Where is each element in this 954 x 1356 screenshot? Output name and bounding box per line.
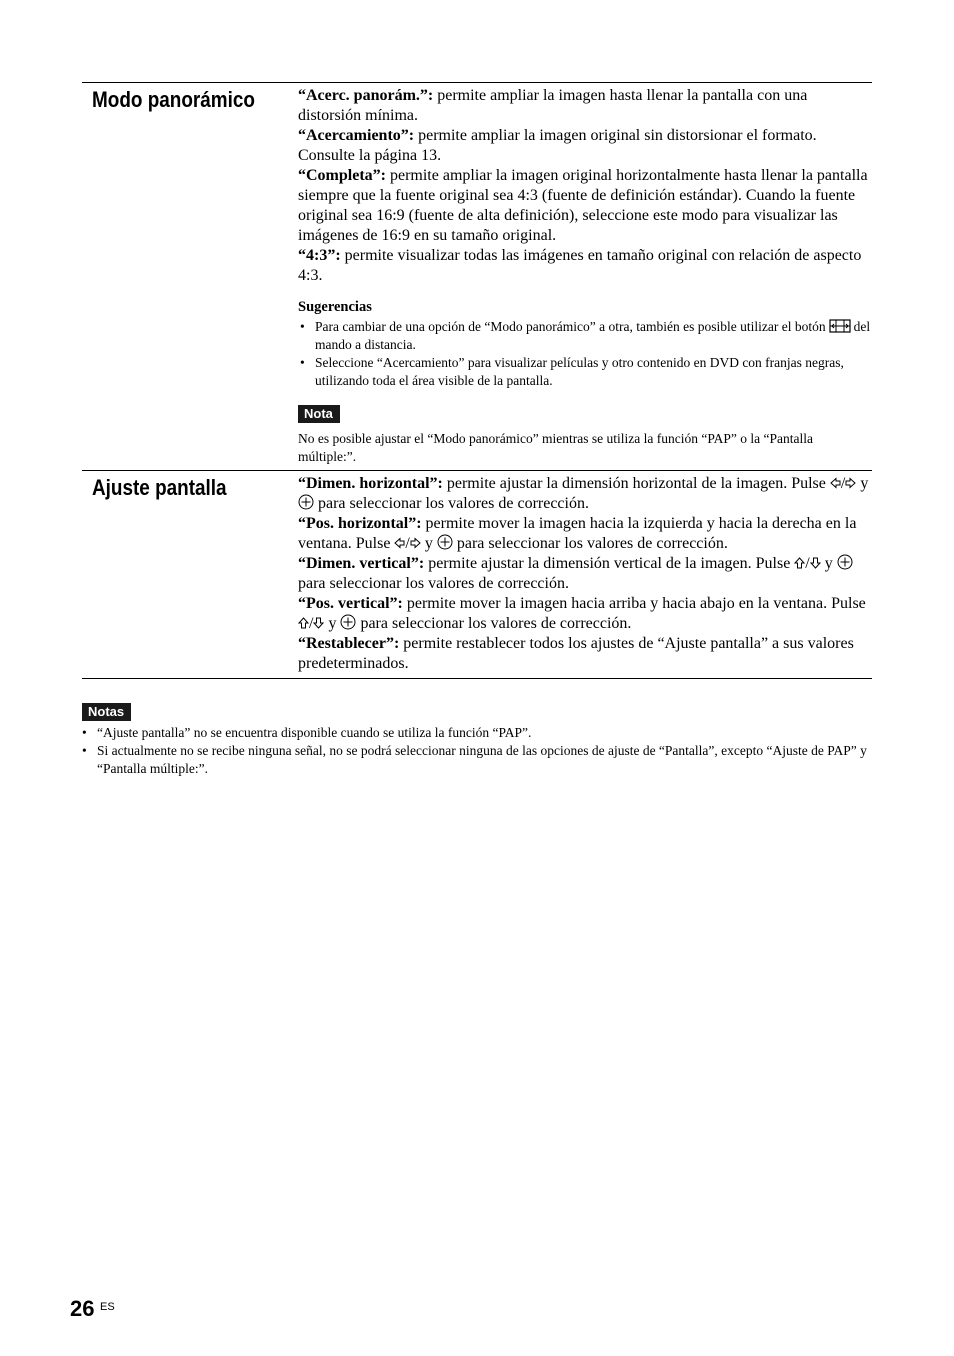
option-description: y xyxy=(420,535,437,552)
down-arrow-icon xyxy=(313,617,324,629)
option-description: permite ampliar la imagen original sin distorsionar el formato. Consulte la página 13. xyxy=(298,127,817,164)
option-restablecer xyxy=(298,634,872,674)
option-description: permite mover la imagen hacia la izquierda y hacia la derecha en la ventana. Pulse xyxy=(298,515,857,552)
tips-heading: Sugerencias xyxy=(298,299,372,315)
option-description: permite visualizar todas las imágenes en tamaño original con relación de aspecto 4:3. xyxy=(298,247,862,284)
option-description: permite ajustar la dimensión vertical de la imagen. Pulse xyxy=(424,555,795,572)
notes-badge: Notas xyxy=(82,703,131,721)
option-dimen-horizontal: “Dimen. horizontal”: permite ajustar la dimensión horizontal de la imagen. Pulse / y para seleccionar los valores de corrección. xyxy=(298,475,869,512)
left-arrow-icon xyxy=(830,477,841,489)
list-item xyxy=(298,354,872,390)
left-arrow-icon xyxy=(394,537,405,549)
option-description: permite ajustar la dimensión horizontal de la imagen. Pulse xyxy=(442,475,830,492)
option-description: y xyxy=(820,555,837,572)
list-item: • “Ajuste pantalla” no se encuentra disponible cuando se utiliza la función “PAP”. xyxy=(82,724,872,742)
option-description: permite ampliar la imagen hasta llenar la pantalla con una distorsión mínima. xyxy=(298,87,808,124)
option-description: y xyxy=(324,615,341,632)
option-label: “Acercamiento”: xyxy=(298,127,415,144)
tips-list xyxy=(298,318,872,390)
option-label: “Dimen. horizontal”: xyxy=(298,475,443,492)
right-arrow-icon xyxy=(845,477,856,489)
option-description: permite restablecer todos los ajustes de “Ajuste pantalla” a sus valores predeterminados. xyxy=(298,635,854,672)
option-description: para seleccionar los valores de corrección. xyxy=(452,535,728,552)
settings-table xyxy=(82,82,872,679)
option-description: permite mover la imagen hacia arriba y hacia abajo en la ventana. Pulse xyxy=(402,595,866,612)
page-language: ES xyxy=(100,1301,115,1313)
section-title-ajuste-pantalla: Ajuste pantalla xyxy=(92,475,227,500)
tip-text: del mando a distancia. xyxy=(315,319,871,352)
tip-text: Para cambiar de una opción de “Modo panorámico” a otra, también es posible utilizar el botón xyxy=(315,319,826,334)
option-completa xyxy=(298,166,872,246)
option-description: para seleccionar los valores de corrección. xyxy=(314,495,589,512)
row-body xyxy=(298,471,872,678)
wide-mode-icon xyxy=(829,319,851,333)
option-4-3 xyxy=(298,246,872,286)
option-label: “Completa”: xyxy=(298,167,386,184)
page-number: 26 xyxy=(70,1296,95,1321)
row-header xyxy=(82,471,298,678)
down-arrow-icon xyxy=(810,557,821,569)
row-body xyxy=(298,83,872,470)
option-pos-vertical: “Pos. vertical”: permite mover la imagen hacia arriba y hacia abajo en la ventana. Pulse / y para seleccionar los valores de corrección. xyxy=(298,595,866,632)
note-badge: Nota xyxy=(298,405,340,423)
up-arrow-icon xyxy=(298,617,309,629)
option-description: para seleccionar los valores de corrección. xyxy=(298,575,569,592)
option-label: “Acerc. panorám.”: xyxy=(298,87,434,104)
row-ajuste-pantalla xyxy=(82,470,872,679)
circle-plus-icon xyxy=(340,614,356,630)
option-dimen-vertical: “Dimen. vertical”: permite ajustar la dimensión vertical de la imagen. Pulse / y para seleccionar los valores de corrección. xyxy=(298,554,872,594)
option-acerc-panoram xyxy=(298,86,872,126)
option-pos-horizontal: “Pos. horizontal”: permite mover la imagen hacia la izquierda y hacia la derecha en la ventana. Pulse / y para seleccionar los valores de corrección. xyxy=(298,515,857,552)
circle-plus-icon xyxy=(437,534,453,550)
circle-plus-icon xyxy=(298,494,314,510)
notes-block xyxy=(82,703,872,778)
section-title-modo-panoramico: Modo panorámico xyxy=(92,87,255,112)
option-description: y xyxy=(856,475,869,492)
row-header xyxy=(82,83,298,470)
notes-list xyxy=(82,724,872,778)
right-arrow-icon xyxy=(410,537,421,549)
option-label: “4:3”: xyxy=(298,247,341,264)
option-description: permite ampliar la imagen original horizontalmente hasta llenar la pantalla siempre que la fuente original sea 4:3 (fuente de definición estándar). Cuando la fuente original sea 16:9 (fuente de alta definición), seleccione este modo para visualizar las imágenes de 16:9 en su tamaño original. xyxy=(298,167,868,244)
note-text: No es posible ajustar el “Modo panorámico” mientras se utiliza la función “PAP” o la “Pantalla múltiple:”. xyxy=(298,431,813,464)
up-arrow-icon xyxy=(794,557,805,569)
option-label: “Restablecer”: xyxy=(298,635,400,652)
list-item xyxy=(298,318,872,354)
option-label: “Dimen. vertical”: xyxy=(298,555,425,572)
option-description: para seleccionar los valores de corrección. xyxy=(356,615,632,632)
note-badge-wrap xyxy=(298,404,872,423)
list-item: • Si actualmente no se recibe ninguna señal, no se podrá seleccionar ninguna de las opciones de ajuste de “Pantalla”, excepto “Ajuste de PAP” y “Pantalla múltiple:”. xyxy=(82,742,872,778)
option-label: “Pos. vertical”: xyxy=(298,595,403,612)
row-modo-panoramico xyxy=(82,82,872,470)
option-label: “Pos. horizontal”: xyxy=(298,515,422,532)
option-acercamiento xyxy=(298,126,872,166)
circle-plus-icon xyxy=(837,554,853,570)
tip-text: Seleccione “Acercamiento” para visualizar películas y otro contenido en DVD con franjas negras, utilizando toda el área visible de la pantalla. xyxy=(315,355,844,388)
